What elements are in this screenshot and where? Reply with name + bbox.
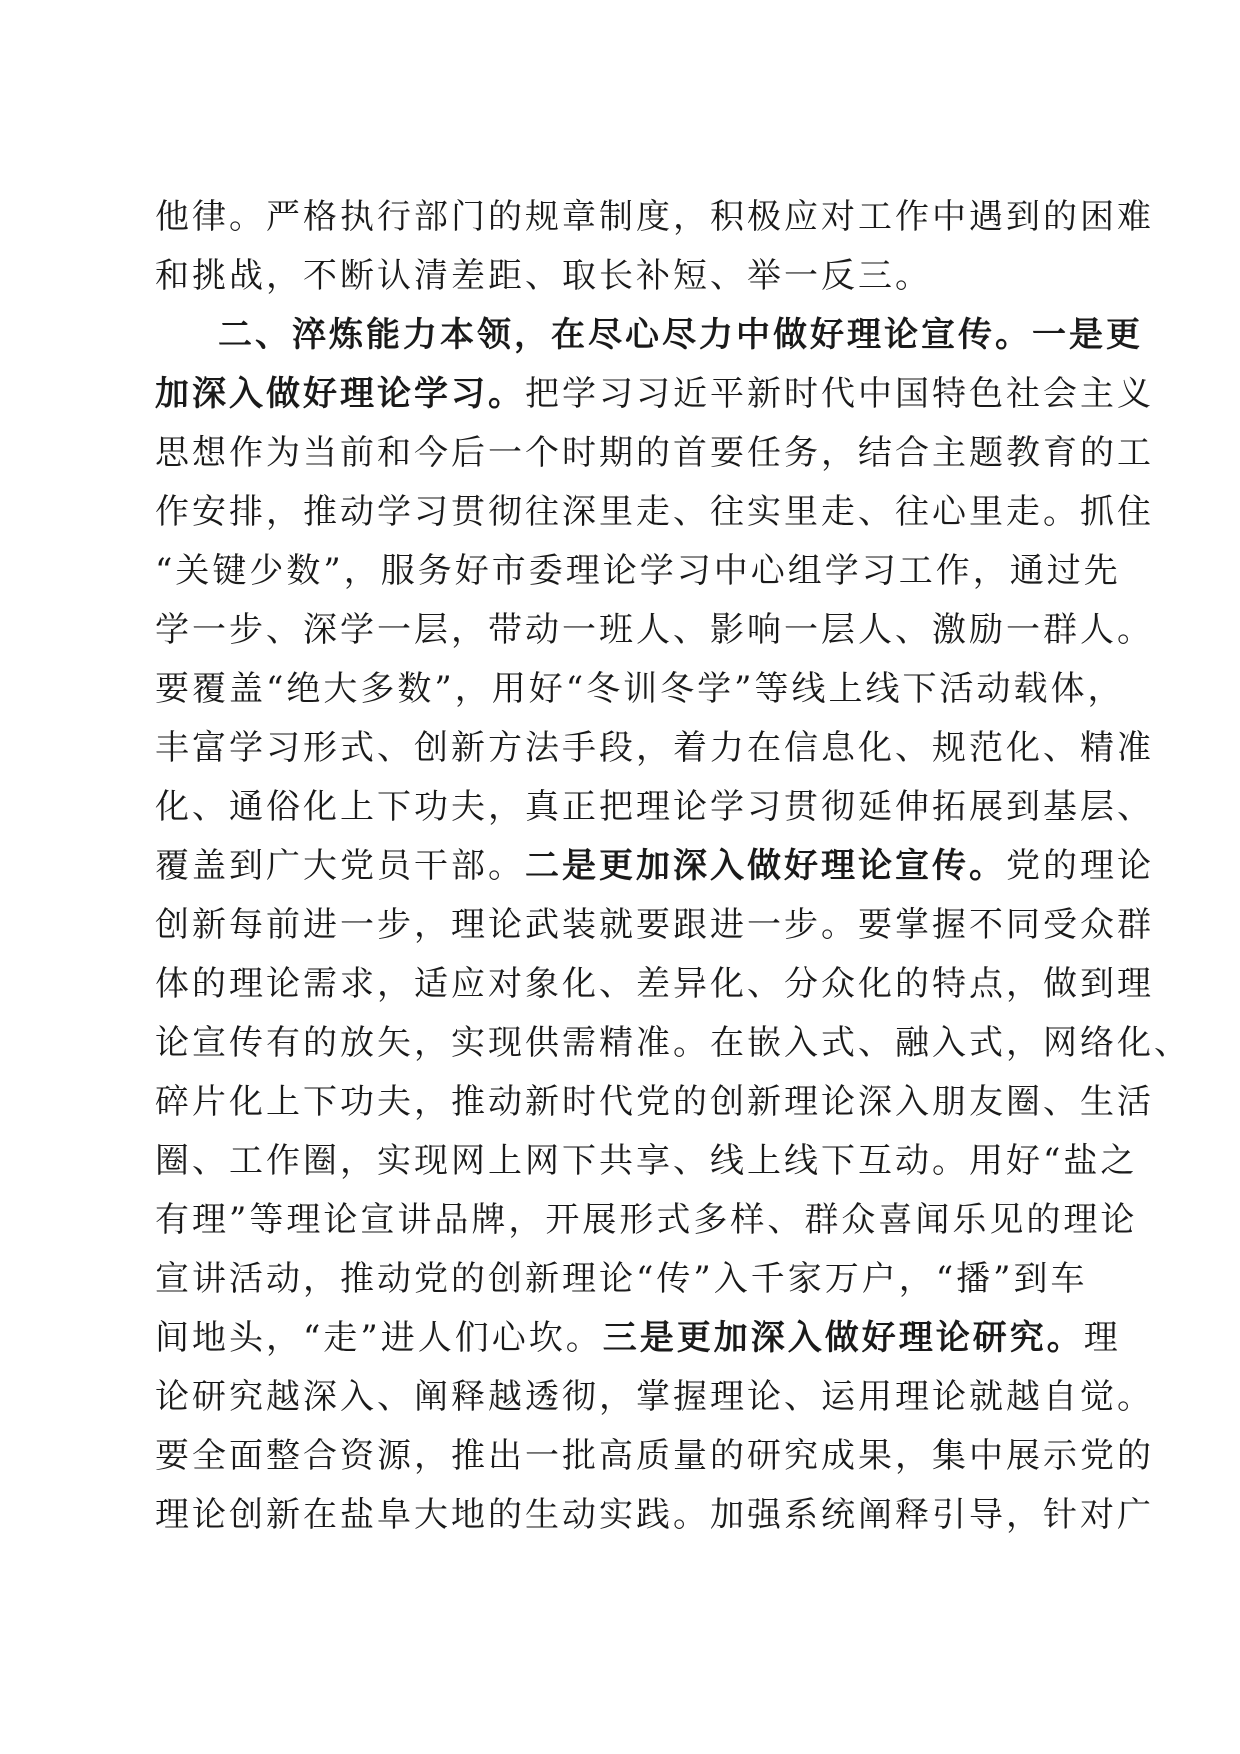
text-line <box>155 542 1121 601</box>
text-line <box>155 660 1125 719</box>
text-segment: 体的理论需求，适应对象化、差异化、分众化的特点，做到理 <box>155 964 1154 1004</box>
text-segment: 丰富学习形式、创新方法手段，着力在信息化、规范化、精准 <box>155 728 1154 768</box>
text-segment: 化、通俗化上下功夫，真正把理论学习贯彻延伸拓展到基层、 <box>155 787 1154 827</box>
text-segment: 和挑战，不断认清差距、取长补短、举一反三。 <box>155 256 932 296</box>
text-segment: 理论创新在盐阜大地的生动实践。加强系统阐释引导，针对广 <box>155 1495 1154 1535</box>
body-text <box>155 188 1191 1545</box>
text-segment: 间地头，“走”进人们心坎。 <box>155 1318 603 1358</box>
text-line <box>155 365 1154 424</box>
text-segment: 作安排，推动学习贯彻往深里走、往实里走、往心里走。抓住 <box>155 492 1154 532</box>
text-line <box>155 1250 1095 1309</box>
text-line <box>155 1014 1191 1073</box>
text-segment: 论宣传有的放矢，实现供需精准。在嵌入式、融入式，网络化、 <box>155 1023 1191 1063</box>
text-segment: 创新每前进一步，理论武装就要跟进一步。要掌握不同受众群 <box>155 905 1154 945</box>
text-segment: 覆盖到广大党员干部。 <box>155 846 525 886</box>
text-segment: 思想作为当前和今后一个时期的首要任务，结合主题教育的工 <box>155 433 1154 473</box>
text-line <box>155 306 1143 365</box>
text-line <box>155 1368 1154 1427</box>
text-segment: 碎片化上下功夫，推动新时代党的创新理论深入朋友圈、生活 <box>155 1082 1154 1122</box>
text-segment: 要全面整合资源，推出一批高质量的研究成果，集中展示党的 <box>155 1436 1154 1476</box>
text-line <box>155 247 1095 306</box>
text-line <box>155 1309 1121 1368</box>
text-segment: 党的理论 <box>1006 846 1154 886</box>
bold-text-segment: 加深入做好理论学习。 <box>155 374 525 414</box>
text-line <box>155 188 1154 247</box>
text-segment: 他律。严格执行部门的规章制度，积极应对工作中遇到的困难 <box>155 197 1154 237</box>
text-segment: “关键少数”，服务好市委理论学习中心组学习工作，通过先 <box>155 551 1121 591</box>
text-line <box>155 837 1154 896</box>
text-line <box>155 955 1154 1014</box>
text-line <box>155 1191 1138 1250</box>
text-line <box>155 1427 1154 1486</box>
text-segment: 圈、工作圈，实现网上网下共享、线上线下互动。用好“盐之 <box>155 1141 1138 1181</box>
text-segment: 学一步、深学一层，带动一班人、影响一层人、激励一群人。 <box>155 610 1154 650</box>
text-line <box>155 719 1154 778</box>
text-segment: 宣讲活动，推动党的创新理论“传”入千家万户，“播”到车 <box>155 1259 1088 1299</box>
bold-text-segment: 二是更加深入做好理论宣传。 <box>525 846 1006 886</box>
text-line <box>155 483 1154 542</box>
text-segment: 要覆盖“绝大多数”，用好“冬训冬学”等线上线下活动载体， <box>155 669 1125 709</box>
text-line <box>155 896 1154 955</box>
bold-text-segment: 三是更加深入做好理论研究。 <box>602 1318 1084 1358</box>
text-segment: 理 <box>1083 1318 1121 1358</box>
bold-text-segment: 二、淬炼能力本领，在尽心尽力中做好理论宣传。一是更 <box>218 315 1143 355</box>
text-line <box>155 424 1154 483</box>
text-segment: 论研究越深入、阐释越透彻，掌握理论、运用理论就越自觉。 <box>155 1377 1154 1417</box>
text-line <box>155 778 1154 837</box>
text-segment: 有理”等理论宣讲品牌，开展形式多样、群众喜闻乐见的理论 <box>155 1200 1138 1240</box>
text-segment: 把学习习近平新时代中国特色社会主义 <box>525 374 1154 414</box>
text-line <box>155 601 1154 660</box>
text-line <box>155 1073 1154 1132</box>
text-line <box>155 1132 1138 1191</box>
text-line <box>155 1486 1154 1545</box>
